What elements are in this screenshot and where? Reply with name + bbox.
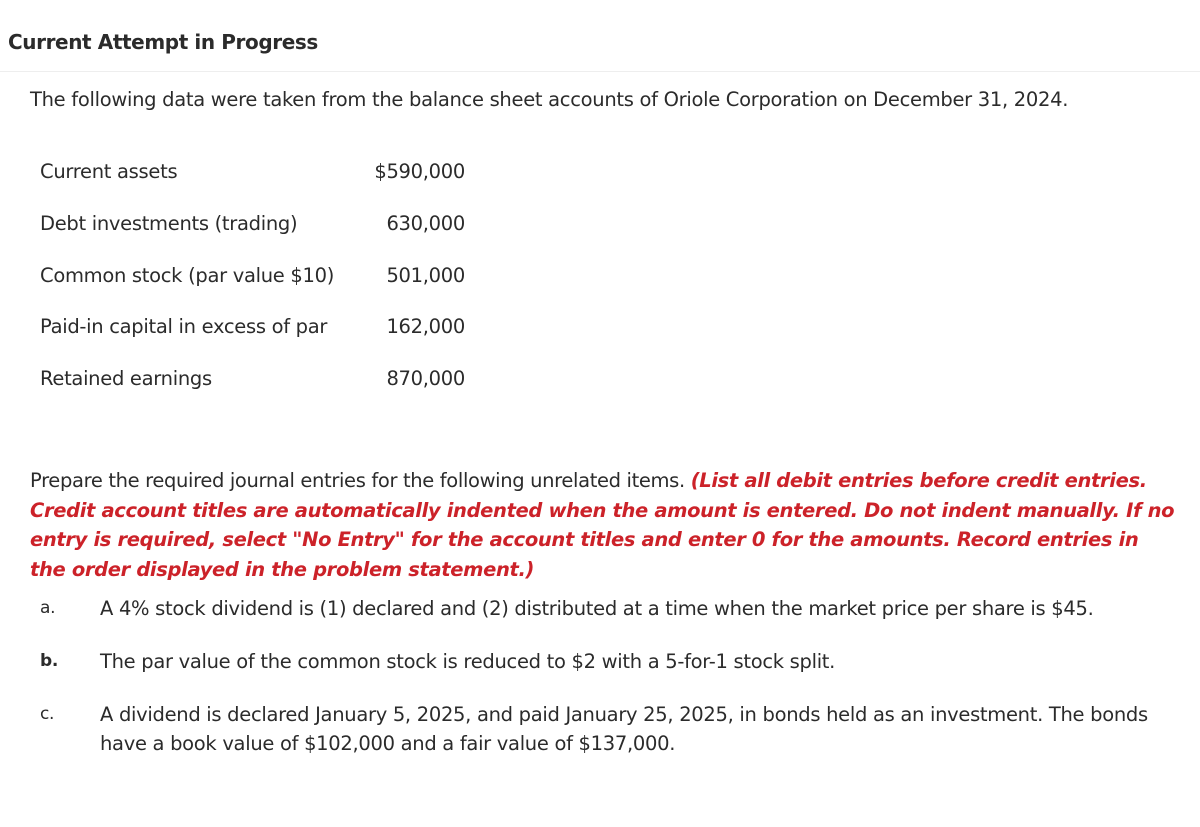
balance-sheet-data — [40, 146, 470, 405]
list-item — [40, 647, 1170, 700]
account-label: Retained earnings — [40, 367, 212, 390]
problem-items — [40, 594, 1170, 758]
account-value: 630,000 — [386, 211, 465, 235]
list-item — [40, 700, 1170, 758]
account-value: $590,000 — [374, 160, 465, 183]
item-text: The par value of the common stock is reduced to $2 with a 5-for-1 stock split. — [100, 650, 836, 673]
item-letter: c. — [40, 704, 55, 724]
attempt-header — [0, 0, 1200, 72]
instructions — [30, 466, 1175, 584]
account-value: 501,000 — [386, 263, 465, 287]
account-value: 162,000 — [386, 315, 465, 339]
item-letter: b. — [40, 651, 59, 671]
account-label: Debt investments (trading) — [40, 211, 298, 235]
account-label: Common stock (par value $10) — [40, 263, 335, 287]
instructions-emphasis: (List all debit entries before credit entries. Credit account titles are automatically indented when the amount is entered. Do not indent manually. If no entry is required, select "No Entry" for the account titles and enter 0 for the amounts. Record entries in the order displayed in the problem statement.) — [30, 469, 1175, 581]
account-label: Paid-in capital in excess of par — [40, 315, 328, 339]
data-row-common-stock — [40, 250, 470, 302]
item-text: A dividend is declared January 5, 2025, and paid January 25, 2025, in bonds held as an investment. The bonds have a book value of $102,000 and a fair value of $137,000. — [100, 703, 1148, 755]
data-row-current-assets — [40, 146, 470, 198]
instructions-text: Prepare the required journal entries for the following unrelated items. — [30, 469, 691, 492]
data-row-paid-in-capital — [40, 301, 470, 353]
data-row-retained-earnings — [40, 353, 470, 405]
list-item — [40, 594, 1170, 647]
data-row-debt-investments — [40, 198, 470, 250]
item-letter: a. — [40, 598, 56, 618]
item-text: A 4% stock dividend is (1) declared and (2) distributed at a time when the market price per share is $45. — [100, 597, 1094, 620]
attempt-status-title: Current Attempt in Progress — [8, 30, 318, 54]
account-label: Current assets — [40, 160, 178, 183]
account-value: 870,000 — [386, 367, 465, 390]
problem-intro: The following data were taken from the balance sheet accounts of Oriole Corporation on December 31, 2024. — [30, 88, 1069, 111]
